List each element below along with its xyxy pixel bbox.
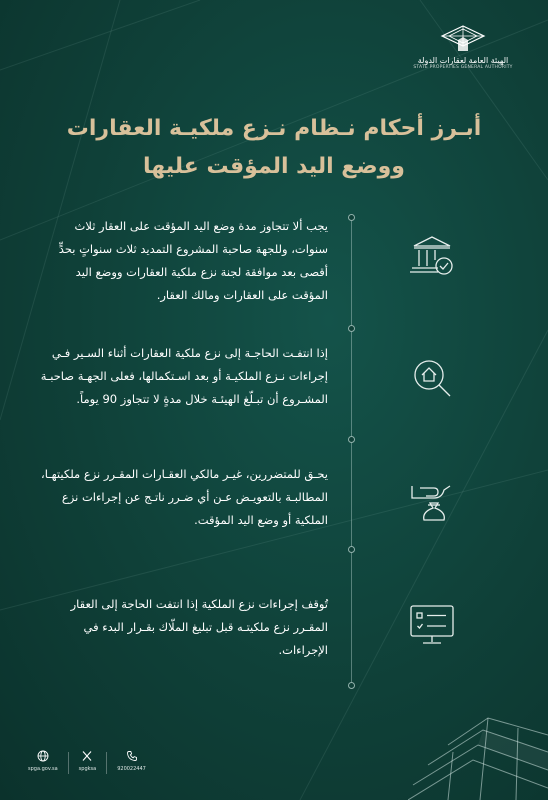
house-search-icon (404, 350, 460, 406)
provision-1-text: يجب ألا تتجاوز مدة وضع اليد المؤقت على العقار ثلاث سنوات، وللجهة صاحبة المشروع التمديد ثلاث سنواتٍ بحدٍّ أقصى بعد موافقة لجنة نزع ملكية العقارات ووضع اليد المؤقت على العقارات ومالك العقار. (58, 219, 328, 302)
phone-text: 920022447 (117, 766, 146, 772)
decorative-emblem (408, 690, 548, 800)
org-name-english: STATE PROPERTIES GENERAL AUTHORITY (413, 65, 513, 70)
provision-3-text: يحـق للمتضررين، غيـر مالكي العقـارات المقـرر نزع ملكيتهـا، المطالبـة بالتعويـض عـن أي ضـرر ناتـج عن إجراءات نزع الملكية أو وضع اليد المؤقت. (41, 467, 328, 527)
phone-link[interactable] (117, 750, 146, 772)
globe-icon (37, 750, 49, 762)
website-link[interactable] (28, 750, 58, 772)
x-account-link[interactable] (79, 750, 97, 772)
x-handle-text: spgksa (78, 766, 97, 772)
title-line-1: أبـرز أحكام نـظام نـزع ملكيـة العقارات (66, 116, 482, 141)
divider (106, 752, 107, 774)
bank-check-icon (404, 228, 460, 284)
phone-icon (126, 750, 138, 762)
provision-2-text: إذا انتفـت الحاجـة إلى نزع ملكية العقارات أثناء السـير فـي إجراءات نـزع الملكيـة أو بعد اسـتكمالها، فعلى الجهـة صاحبـة المشـروع أن تبـلّغ الهيئـة خلال مدةٍ لا تتجاوز 90 يوماً. (40, 346, 328, 406)
footer-contacts (28, 750, 146, 774)
title-line-2: ووضع اليد المؤقت عليها (143, 154, 405, 179)
provision-4-text: تُوقف إجراءات نزع الملكية إذا انتفت الحاجة إلى العقار المقـرر نزع ملكيتـه قبل تبليغ الملّاك بقـرار البدء في الإجراءات. (70, 597, 328, 657)
website-text: spga.gov.sa (28, 766, 58, 772)
hand-moneybag-icon (404, 472, 460, 528)
monitor-checklist-icon (404, 596, 460, 652)
x-logo-icon (81, 750, 93, 762)
org-name-arabic: الهيئة العامة لعقارات الدولة (417, 56, 509, 65)
divider (68, 752, 69, 774)
